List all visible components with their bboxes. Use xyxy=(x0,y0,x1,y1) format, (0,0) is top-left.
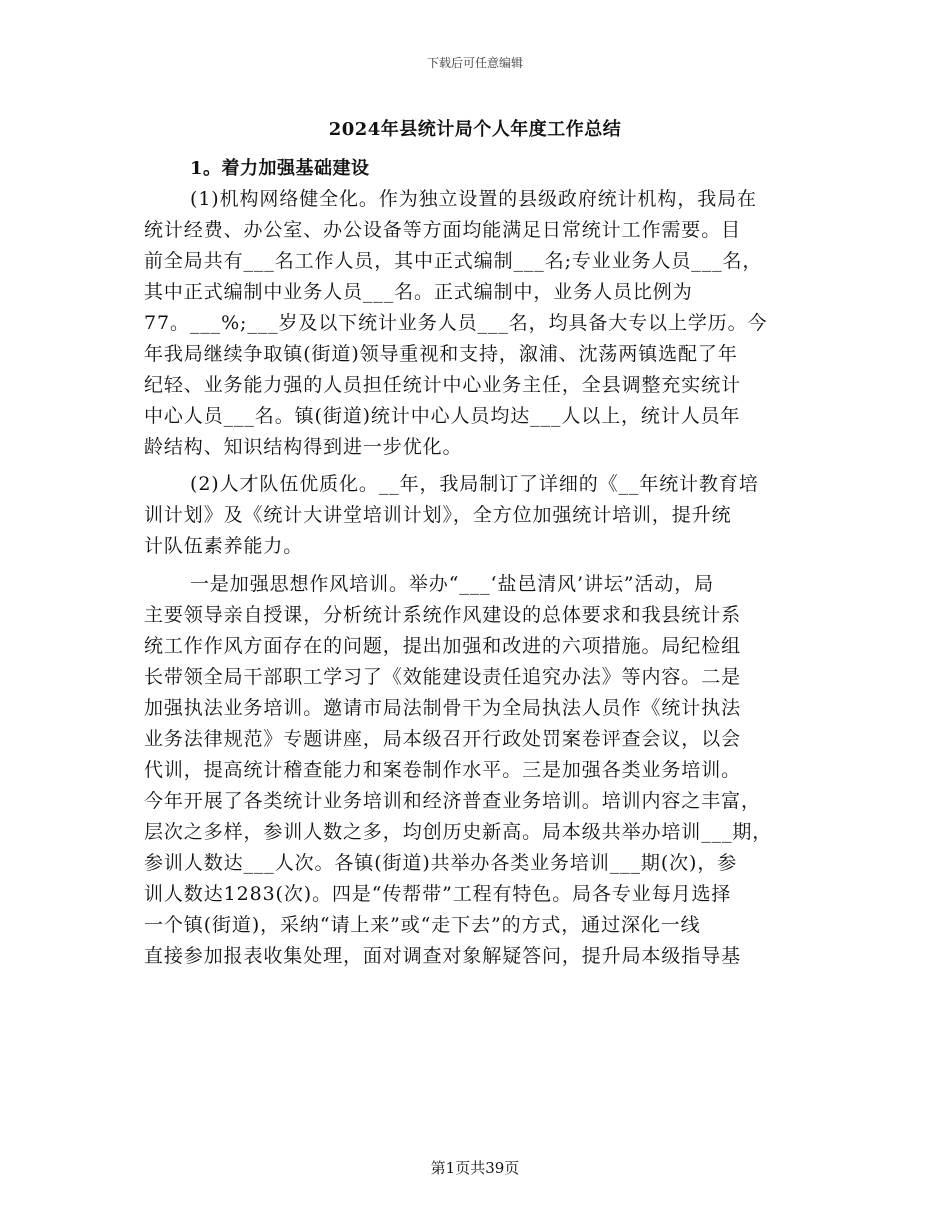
paragraph-line: 主要领导亲自授课，分析统计系统作风建设的总体要求和我县统计系 xyxy=(144,604,742,626)
paragraph-line: 前全局共有___名工作人员，其中正式编制___名;专业业务人员___名， xyxy=(144,250,763,272)
document-title: 2024年县统计局个人年度工作总结 xyxy=(328,119,622,140)
paragraph-line: 一个镇(街道)，采纳“请上来”或“走下去”的方式，通过深化一线 xyxy=(144,914,701,936)
paragraph-line: 年我局继续争取镇(街道)领导重视和支持，溆浦、沈荡两镇选配了年 xyxy=(144,343,738,365)
page-header-note: 下载后可任意编辑 xyxy=(426,56,523,70)
page-number: 第1页共39页 xyxy=(430,1159,520,1177)
paragraph-line: 纪轻、业务能力强的人员担任统计中心业务主任，全县调整充实统计 xyxy=(144,374,742,396)
paragraph-line: 计队伍素养能力。 xyxy=(144,535,304,557)
paragraph-line: 今年开展了各类统计业务培训和经济普查业务培训。培训内容之丰富， xyxy=(144,790,761,812)
paragraph-line: 统工作作风方面存在的问题，提出加强和改进的六项措施。局纪检组 xyxy=(144,635,742,657)
paragraph-line: 一是加强思想作风培训。举办“___‘盐邑清风’讲坛”活动，局 xyxy=(190,573,715,595)
paragraph-line: 统计经费、办公室、办公设备等方面均能满足日常统计工作需要。目 xyxy=(144,219,742,241)
paragraph-line: 77。___%;___岁及以下统计业务人员___名，均具备大专以上学历。今 xyxy=(144,312,768,334)
paragraph-line: 中心人员___名。镇(街道)统计中心人员均达___人以上，统计人员年 xyxy=(144,405,741,427)
paragraph-line: 龄结构、知识结构得到进一步优化。 xyxy=(144,436,463,458)
paragraph-line: 加强执法业务培训。邀请市局法制骨干为全局执法人员作《统计执法 xyxy=(144,697,742,719)
paragraph-line: 层次之多样，参训人数之多，均创历史新高。局本级共举办培训___期， xyxy=(144,821,773,843)
paragraph-line: 其中正式编制中业务人员___名。正式编制中，业务人员比例为 xyxy=(144,281,693,303)
paragraph-line: 参训人数达___人次。各镇(街道)共举办各类业务培训___期(次)，参 xyxy=(144,852,738,874)
paragraph-line: (1)机构网络健全化。作为独立设置的县级政府统计机构，我局在 xyxy=(190,188,757,210)
section-heading: 1。着力加强基础建设 xyxy=(190,158,370,179)
paragraph-line: 训人数达1283(次)。四是“传帮带”工程有特色。局各专业每月选择 xyxy=(144,883,732,905)
paragraph-line: 业务法律规范》专题讲座，局本级召开行政处罚案卷评查会议，以会 xyxy=(144,728,742,750)
paragraph-line: (2)人才队伍优质化。__年，我局制订了详细的《__年统计教育培 xyxy=(190,473,759,495)
paragraph-line: 直接参加报表收集处理，面对调查对象解疑答问，提升局本级指导基 xyxy=(144,945,742,967)
paragraph-line: 代训，提高统计稽查能力和案卷制作水平。三是加强各类业务培训。 xyxy=(144,759,742,781)
paragraph-line: 训计划》及《统计大讲堂培训计划》，全方位加强统计培训，提升统 xyxy=(144,504,732,526)
paragraph-line: 长带领全局干部职工学习了《效能建设责任追究办法》等内容。二是 xyxy=(144,666,742,688)
